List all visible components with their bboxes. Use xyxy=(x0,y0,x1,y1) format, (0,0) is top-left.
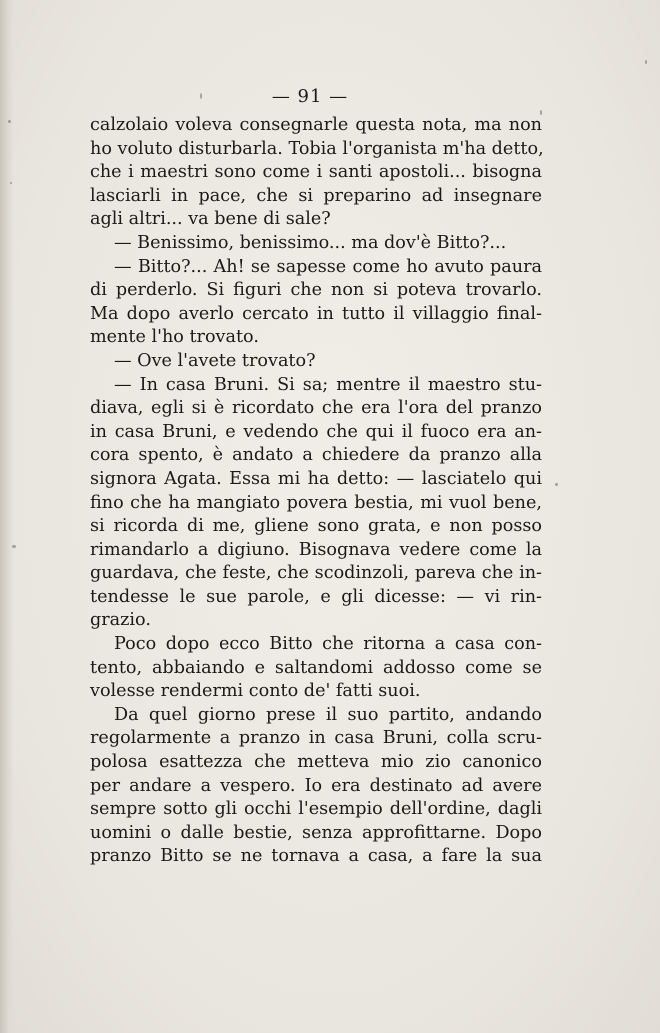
text-line: mente l'ho trovato. xyxy=(90,327,259,348)
text-line: tento, abbaiando e saltandomi addosso come se xyxy=(90,657,542,678)
text-line: — Bitto?... Ah! se sapesse come ho avuto paura xyxy=(114,256,542,277)
text-line: regolarmente a pranzo in casa Bruni, colla scru- xyxy=(90,728,542,749)
text-line: agli altri... va bene di sale? xyxy=(90,209,331,230)
text-line: di perderlo. Si figuri che non si poteva trovarlo. xyxy=(90,280,542,301)
paper-speck xyxy=(555,483,558,486)
text-line: Ma dopo averlo cercato in tutto il villaggio final- xyxy=(90,303,542,324)
text-line: — In casa Bruni. Si sa; mentre il maestro stu- xyxy=(114,374,542,395)
paper-speck xyxy=(10,182,12,184)
text-line: grazio. xyxy=(90,610,151,631)
page-binding-edge xyxy=(0,0,14,1033)
text-line: uomini o dalle bestie, senza approfittarne. Dopo xyxy=(90,822,542,843)
text-line: guardava, che feste, che scodinzoli, pareva che in- xyxy=(90,563,542,584)
text-line: volesse rendermi conto de' fatti suoi. xyxy=(90,681,421,702)
text-line: — Benissimo, benissimo... ma dov'è Bitto?... xyxy=(114,232,507,253)
text-line: lasciarli in pace, che si preparino ad insegnare xyxy=(90,185,542,206)
text-line: Poco dopo ecco Bitto che ritorna a casa con- xyxy=(114,634,542,655)
text-line: fino che ha mangiato povera bestia, mi vuol bene, xyxy=(90,492,542,513)
text-line: tendesse le sue parole, e gli dicesse: — vi rin- xyxy=(90,586,542,607)
text-line: rimandarlo a digiuno. Bisognava vedere come la xyxy=(90,539,542,560)
paper-speck xyxy=(645,60,647,64)
paper-speck xyxy=(8,120,11,123)
text-line: ho voluto disturbarla. Tobia l'organista m'ha detto, xyxy=(90,138,544,159)
page-number: — 91 — xyxy=(271,86,349,107)
paper-speck xyxy=(12,545,16,548)
text-line: si ricorda di me, gliene sono grata, e non posso xyxy=(90,516,542,537)
text-line: per andare a vespero. Io era destinato ad avere xyxy=(90,775,542,796)
text-line: — Ove l'avete trovato? xyxy=(114,350,316,371)
body-text xyxy=(90,114,542,869)
text-line: calzolaio voleva consegnarle questa nota, ma non xyxy=(90,115,542,135)
text-line: in casa Bruni, e vedendo che qui il fuoco era an- xyxy=(90,421,542,442)
text-line: che i maestri sono come i santi apostoli... bisogna xyxy=(90,162,542,183)
text-line: diava, egli si è ricordato che era l'ora del pranzo xyxy=(90,398,542,419)
text-line: sempre sotto gli occhi l'esempio dell'ordine, dagli xyxy=(90,799,542,820)
text-line: cora spento, è andato a chiedere da pranzo alla xyxy=(90,445,542,466)
text-line: signora Agata. Essa mi ha detto: — lasciatelo qui xyxy=(90,468,542,489)
text-line: Da quel giorno prese il suo partito, andando xyxy=(114,704,542,725)
text-line: pranzo Bitto se ne tornava a casa, a fare la sua xyxy=(90,846,542,867)
text-line: polosa esattezza che metteva mio zio canonico xyxy=(90,752,542,773)
